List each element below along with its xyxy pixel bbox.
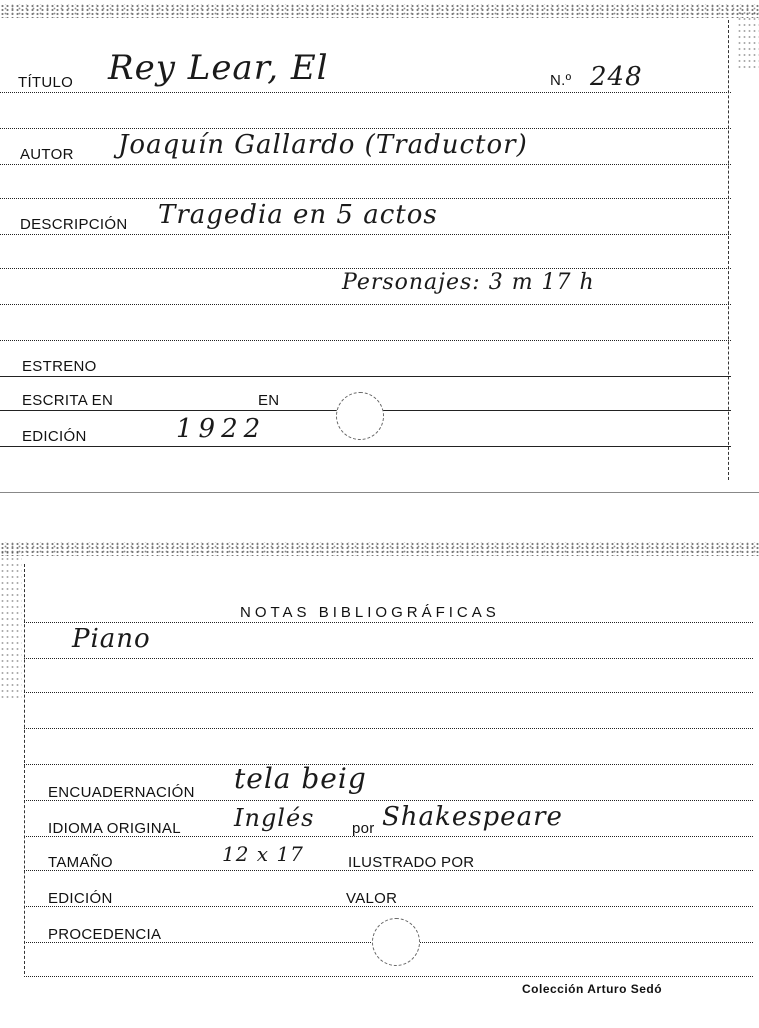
edicion-label: EDICIÓN [48,890,113,907]
encuadernacion-label: ENCUADERNACIÓN [48,784,195,801]
card-edge-texture [737,10,759,70]
ruled-line [0,198,731,199]
tamano-value: 12 x 17 [222,842,304,866]
ruled-line [0,234,731,235]
numero-label: N.º [550,72,572,89]
card-border-right [728,20,729,480]
catalog-card-front [0,0,759,492]
idioma-value: Inglés [234,804,315,832]
ruled-line [0,164,731,165]
autor-label: AUTOR [20,146,74,163]
card-edge-texture [0,4,759,18]
titulo-value: Rey Lear, El [108,48,329,88]
estreno-label: ESTRENO [22,358,97,375]
personajes-value: Personajes: 3 m 17 h [342,270,595,295]
card-border-left [24,564,25,974]
ruled-line [0,376,731,377]
ruled-line [0,128,731,129]
por-label: por [352,820,375,837]
card-separator [0,492,759,493]
descripcion-label: DESCRIPCIÓN [20,216,128,233]
autor-value: Joaquín Gallardo (Traductor) [118,130,528,160]
procedencia-label: PROCEDENCIA [48,926,162,943]
ruled-line [24,658,753,659]
notas-heading: NOTAS BIBLIOGRÁFICAS [240,604,500,621]
punch-hole [336,392,384,440]
ruled-line [24,622,753,623]
edicion-label: EDICIÓN [22,428,87,445]
por-value: Shakespeare [382,802,563,832]
catalog-card-back [0,540,759,1028]
ruled-line [0,446,731,447]
ruled-line [24,976,753,977]
escrita-label: ESCRITA EN [22,392,114,409]
ruled-line [24,728,753,729]
valor-label: VALOR [346,890,398,907]
collection-footer: Colección Arturo Sedó [522,982,663,996]
ruled-line [0,268,731,269]
card-edge-texture [0,550,22,700]
tamano-label: TAMAÑO [48,854,113,871]
encuadernacion-value: tela beig [234,762,367,795]
en-label: EN [258,392,280,409]
ruled-line [0,340,731,341]
punch-hole [372,918,420,966]
descripcion-value: Tragedia en 5 actos [158,200,438,230]
idioma-label: IDIOMA ORIGINAL [48,820,181,837]
titulo-label: TÍTULO [18,74,74,91]
ruled-line [24,692,753,693]
ilustrado-label: ILUSTRADO POR [348,854,475,871]
notes-value: Piano [72,624,151,654]
ruled-line [0,304,731,305]
ruled-line [0,92,731,93]
ruled-line [24,764,753,765]
edicion-value: 1922 [176,414,267,444]
numero-value: 248 [590,62,643,92]
card-edge-texture [0,542,759,556]
